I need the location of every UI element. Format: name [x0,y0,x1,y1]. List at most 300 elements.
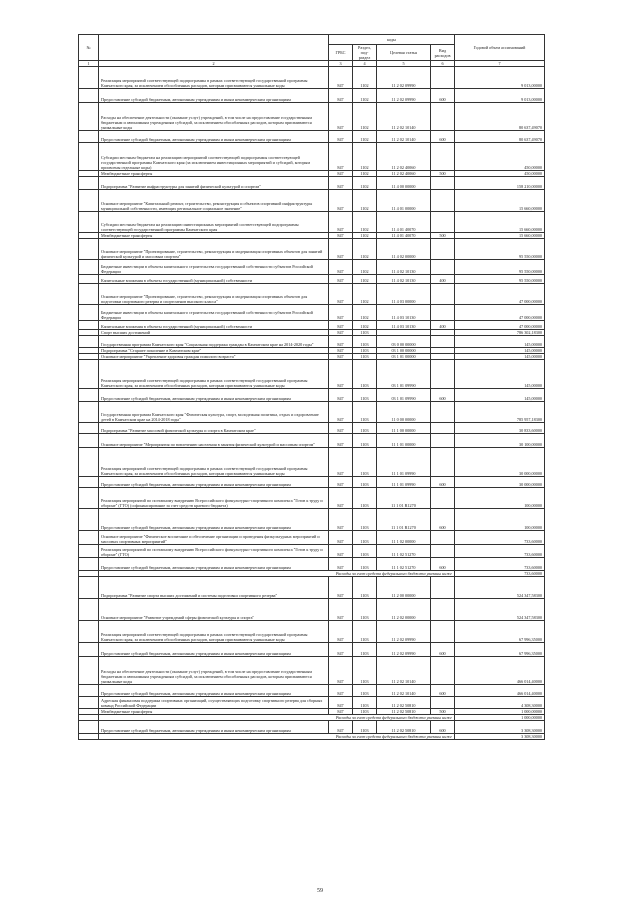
item-name: Предоставление субсидий бюджетным, автономным учреждениям и иным некоммерческим организациям [99,477,329,488]
vid-code: 600 [431,558,455,571]
table-row [79,177,545,190]
amount-cell: 80 637,49070 [455,103,545,131]
grbs-code: 847 [329,275,353,284]
row-num-cell [79,89,99,103]
table-row [79,402,545,423]
row-num-cell [79,336,99,348]
row-num-cell [79,621,99,643]
section-code: 1103 [353,657,377,685]
row-num-cell [79,402,99,423]
target-code: 11 1 01 09990 [377,477,431,488]
row-num-cell [79,685,99,697]
amount-cell: 95 550,00000 [455,260,545,275]
row-num-cell [79,389,99,402]
grbs-code: 847 [329,509,353,531]
target-code: 11 4 02 00000 [377,239,431,260]
target-code: 11 2 02 10140 [377,103,431,131]
item-name: Бюджетные инвестиции в объекты капитального строительства государственной собственности субъектов Российской Федерации [99,305,329,321]
amount-cell: 145,00000 [455,360,545,389]
vid-code [431,212,455,233]
item-name: Предоставление субсидий бюджетным, автономным учреждениям и иным некоммерческим организациям [99,643,329,657]
section-code: 1103 [353,389,377,402]
table-row [79,721,545,734]
row-num-cell [79,284,99,305]
item-name: Основное мероприятие "Проектирование, строительство, реконструкция и модернизация спортивных объектов для подготовки спортивного резерва и спортсменов высокого класса" [99,284,329,305]
target-code: 11 2 02 10140 [377,131,431,143]
col-number: 6 [431,61,455,67]
item-name: Реализация мероприятий соответствующей подпрограммы в рамках соответствующей государственной программы Камчатского края, за исключением обособленных расходов, которым присваиваются уникальные коды [99,621,329,643]
section-code: 1102 [353,190,377,212]
table-row [79,621,545,643]
grbs-code: 847 [329,434,353,448]
table-row [79,488,545,509]
row-num-cell [79,599,99,621]
item-name: Основное мероприятие "Капитальный ремонт, строительство, реконструкция и объектов спортивной инфраструктуры муниципальной собственности, имеющих региональное социальное значение" [99,190,329,212]
grbs-code: 847 [329,330,353,336]
amount-cell: 158 210,00000 [455,177,545,190]
section-code: 1102 [353,143,377,171]
target-code: 11 4 00 00000 [377,177,431,190]
table-row [79,305,545,321]
target-code: 11 4 03 00000 [377,284,431,305]
vid-code: 500 [431,709,455,715]
grbs-code: 847 [329,477,353,488]
table-row [79,360,545,389]
section-code: 1103 [353,434,377,448]
row-num-cell [79,177,99,190]
section-code: 1102 [353,284,377,305]
grbs-code: 847 [329,709,353,715]
amount-cell: 67 996,35000 [455,643,545,657]
target-code: 11 2 02 50810 [377,721,431,734]
item-name: Расходы на обеспечение деятельности (оказание услуг) учреждений, в том числе на предоставление государственным бюджетным и автономным учреждениям субсидий, за исключением обособленных расходов, которым присваиваются уникальные коды [99,103,329,131]
section-code: 1103 [353,402,377,423]
grbs-code: 847 [329,177,353,190]
col-header-target: Целевая статья [377,45,431,61]
grbs-code: 847 [329,284,353,305]
section-code: 1103 [353,336,377,348]
item-name: Подпрограмма "Развитие массовой физической культуры и спорта в Камчатском крае" [99,423,329,434]
vid-code: 400 [431,275,455,284]
section-code: 1103 [353,330,377,336]
section-code: 1103 [353,709,377,715]
target-code: 03 1 01 00000 [377,354,431,360]
grbs-code: 847 [329,448,353,477]
section-code: 1103 [353,697,377,709]
target-code: 11 4 01 00000 [377,190,431,212]
amount-cell: 733,60000 [455,545,545,558]
amount-cell: 466 014,40000 [455,657,545,685]
federal-note: Расходы за счет средств федерального бюджета указаны ниже [99,715,455,721]
amount-cell: 145,00000 [455,354,545,360]
row-num-cell [79,321,99,330]
item-name: Предоставление субсидий бюджетным, автономным учреждениям и иным некоммерческим организациям [99,509,329,531]
section-code: 1103 [353,477,377,488]
item-name: Реализация мероприятий по поэтапному внедрению Всероссийского физкультурно-спортивного комплекса "Готов к труду и обороне" (ГТО) (софинансирование за счет средств краевого бюджета) [99,488,329,509]
col-number: 2 [99,61,329,67]
amount-cell: 30 000,00000 [455,477,545,488]
item-name: Основное мероприятие "Проектирование, строительство, реконструкция и модернизация спортивных объектов для занятий физической культурой и массовым спортом" [99,239,329,260]
table-row [79,321,545,330]
grbs-code: 847 [329,103,353,131]
grbs-code: 847 [329,321,353,330]
section-code: 1102 [353,177,377,190]
amount-cell: 30 100,00000 [455,434,545,448]
table-row [79,577,545,599]
amount-cell: 145,00000 [455,389,545,402]
table-row [79,448,545,477]
vid-code [431,190,455,212]
vid-code [431,284,455,305]
table-row [79,643,545,657]
grbs-code: 847 [329,558,353,571]
amount-cell: 733,60000 [455,558,545,571]
section-code: 1103 [353,423,377,434]
amount-cell: 786 302,18300 [455,330,545,336]
section-code: 1102 [353,171,377,177]
section-code: 1102 [353,131,377,143]
section-code: 1103 [353,509,377,531]
item-name: Подпрограмма "Развитие спорта высших достижений и системы подготовки спортивного резерва" [99,577,329,599]
vid-code: 400 [431,321,455,330]
row-num-cell [79,190,99,212]
amount-cell: 524 347,58300 [455,577,545,599]
grbs-code: 847 [329,685,353,697]
vid-code: 600 [431,509,455,531]
target-code: 11 4 01 40070 [377,212,431,233]
item-name: Реализация мероприятий соответствующей подпрограммы в рамках соответствующей государственной программы Камчатского края, за исключением обособленных расходов, которым присваиваются уникальные коды [99,360,329,389]
target-code: 11 1 00 00000 [377,423,431,434]
vid-code [431,697,455,709]
section-code: 1103 [353,685,377,697]
table-row [79,131,545,143]
table-row [79,212,545,233]
grbs-code: 847 [329,488,353,509]
col-header-num: № [79,35,99,61]
grbs-code: 847 [329,577,353,599]
row-num-cell [79,577,99,599]
amount-cell: 80 637,49070 [455,131,545,143]
row-num-cell [79,488,99,509]
section-code: 1102 [353,103,377,131]
row-num-cell [79,423,99,434]
item-name: Основное мероприятие "Физическое воспитание и обеспечение организации и проведения физкультурных мероприятий и массовых спортивных мероприятий" [99,531,329,545]
grbs-code: 847 [329,67,353,89]
section-code: 1103 [353,531,377,545]
item-name: Межбюджетные трансферты [99,171,329,177]
amount-cell: 95 550,00000 [455,239,545,260]
target-code: 11 1 01 R1270 [377,488,431,509]
row-num-cell [79,697,99,709]
item-name: Предоставление субсидий бюджетным, автономным учреждениям и иным некоммерческим организациям [99,89,329,103]
row-num-cell [79,143,99,171]
vid-code: 600 [431,721,455,734]
table-row [79,89,545,103]
budget-table [78,34,545,740]
table-row [79,423,545,434]
vid-code [431,531,455,545]
item-name: Реализация мероприятий соответствующей подпрограммы в рамках соответствующей государственной программы Камчатского края, за исключением обособленных расходов, которым присваиваются уникальные коды [99,67,329,89]
table-row [79,509,545,531]
target-code: 03 1 01 09990 [377,389,431,402]
col-header-vid: Вид расходов [431,45,455,61]
col-number: 3 [329,61,353,67]
item-name: Предоставление субсидий бюджетным, автономным учреждениям и иным некоммерческим организациям [99,558,329,571]
col-header-grbs: ГРБС [329,45,353,61]
vid-code [431,143,455,171]
grbs-code: 847 [329,531,353,545]
grbs-code: 847 [329,621,353,643]
target-code: 11 2 02 40060 [377,171,431,177]
section-code: 1102 [353,89,377,103]
table-body [79,67,545,740]
federal-note: Расходы за счет средств федерального бюджета указаны ниже [99,734,455,740]
grbs-code: 847 [329,657,353,685]
amount-cell: 1 000,00000 [455,715,545,721]
grbs-code: 847 [329,643,353,657]
grbs-code: 847 [329,389,353,402]
grbs-code: 847 [329,212,353,233]
vid-code [431,434,455,448]
vid-code [431,657,455,685]
vid-code [431,448,455,477]
table-note-row [79,734,545,740]
item-name: Государственная программа Камчатского края "Физическая культура, спорт, молодежная политика, отдых и оздоровление детей в Камчатском крае на 2014-2018 годы" [99,402,329,423]
vid-code [431,577,455,599]
section-code: 1103 [353,599,377,621]
table-row [79,260,545,275]
item-name: Предоставление субсидий бюджетным, автономным учреждениям и иным некоммерческим организациям [99,721,329,734]
section-code: 1102 [353,275,377,284]
table-row [79,558,545,571]
vid-code [431,305,455,321]
section-code: 1103 [353,558,377,571]
table-row [79,336,545,348]
amount-cell: 733,60000 [455,531,545,545]
item-name: Предоставление субсидий бюджетным, автономным учреждениям и иным некоммерческим организациям [99,685,329,697]
amount-cell: 15 660,00000 [455,212,545,233]
table-row [79,143,545,171]
item-name: Предоставление субсидий бюджетным, автономным учреждениям и иным некоммерческим организациям [99,389,329,402]
target-code: 11 2 02 09990 [377,621,431,643]
item-name: Спорт высших достижений [99,330,329,336]
vid-code [431,103,455,131]
col-header-name [99,35,329,61]
col-header-section: Раздел, под-раздел [353,45,377,61]
target-code: 11 4 02 10130 [377,260,431,275]
row-num-cell [79,212,99,233]
grbs-code: 847 [329,599,353,621]
amount-cell: 1 000,00000 [455,709,545,715]
grbs-code: 847 [329,721,353,734]
vid-code: 600 [431,643,455,657]
item-name: Реализация мероприятий по поэтапному внедрению Всероссийского физкультурно-спортивного комплекса "Готов к труду и обороне" (ГТО) [99,545,329,558]
table-row [79,599,545,621]
grbs-code: 847 [329,260,353,275]
row-num-cell [79,434,99,448]
row-num-cell [79,545,99,558]
col-number: 1 [79,61,99,67]
target-code: 03 1 00 00000 [377,348,431,354]
grbs-code: 847 [329,402,353,423]
target-code: 11 2 02 10140 [377,657,431,685]
row-num-cell [79,275,99,284]
table-row [79,103,545,131]
row-num-cell [79,531,99,545]
target-code: 11 1 02 51270 [377,545,431,558]
amount-cell: 30 833,60000 [455,423,545,434]
amount-cell: 450,00000 [455,171,545,177]
row-num-cell [79,239,99,260]
vid-code: 600 [431,477,455,488]
amount-cell: 47 000,00000 [455,321,545,330]
section-code: 1103 [353,354,377,360]
item-name: Межбюджетные трансферты [99,709,329,715]
vid-code [431,360,455,389]
vid-code: 600 [431,389,455,402]
amount-cell: 524 347,58300 [455,599,545,621]
table-row [79,477,545,488]
table-row [79,657,545,685]
table-row [79,685,545,697]
section-code: 1103 [353,488,377,509]
item-name: Основное мероприятие "Развитие учреждений сферы физической культуры и спорта" [99,599,329,621]
row-num-cell [79,360,99,389]
item-name: Субсидии местным бюджетам на реализацию мероприятий соответствующей подпрограммы соответствующей государственной программы Камчатского края (за исключением инвестиционных мероприятий и субсидий, которым присвоены отдельные коды) [99,143,329,171]
col-header-codes: коды [329,35,455,45]
grbs-code: 847 [329,171,353,177]
vid-code [431,599,455,621]
grbs-code: 847 [329,348,353,354]
vid-code [431,545,455,558]
amount-cell: 30 000,00000 [455,448,545,477]
row-num-cell [79,721,99,734]
target-code: 11 1 01 R1270 [377,509,431,531]
grbs-code: 847 [329,89,353,103]
item-name: Реализация мероприятий соответствующей подпрограммы в рамках соответствующей государственной программы Камчатского края, за исключением обособленных расходов, которым присваиваются уникальные коды [99,448,329,477]
vid-code: 600 [431,89,455,103]
row-num-cell [79,103,99,131]
grbs-code: 847 [329,354,353,360]
col-number: 5 [377,61,431,67]
row-num-cell [79,477,99,488]
section-code: 1103 [353,721,377,734]
table-row [79,434,545,448]
table-row [79,239,545,260]
target-code: 11 4 01 40070 [377,233,431,239]
target-code: 11 2 02 50810 [377,709,431,715]
section-code: 1103 [353,545,377,558]
target-code: 11 2 02 09990 [377,67,431,89]
row-num-cell [79,260,99,275]
section-code: 1103 [353,448,377,477]
amount-cell: 145,00000 [455,336,545,348]
row-num-cell [79,643,99,657]
col-header-sum: Годовой объем ассигнований [455,35,545,61]
row-num-cell [79,448,99,477]
vid-code [431,621,455,643]
table-row [79,531,545,545]
row-num-cell [79,131,99,143]
grbs-code: 847 [329,423,353,434]
amount-cell: 4 308,30000 [455,697,545,709]
grbs-code: 847 [329,336,353,348]
section-code: 1103 [353,577,377,599]
target-code: 11 2 02 09990 [377,89,431,103]
amount-cell: 47 000,00000 [455,305,545,321]
amount-cell: 9 013,00000 [455,89,545,103]
vid-code [431,336,455,348]
item-name: Расходы на обеспечение деятельности (оказание услуг) учреждений, в том числе на предоставление государственным бюджетным и автономным учреждениям субсидий, за исключением обособленных расходов, которым присваиваются уникальные коды [99,657,329,685]
section-code: 1103 [353,643,377,657]
grbs-code: 847 [329,360,353,389]
target-code: 03 1 01 09990 [377,360,431,389]
amount-cell: 95 550,00000 [455,275,545,284]
target-code: 11 0 00 00000 [377,402,431,423]
target-code: 11 2 02 00000 [377,599,431,621]
target-code: 11 2 00 00000 [377,577,431,599]
grbs-code: 847 [329,697,353,709]
table-row [79,389,545,402]
target-code: 11 2 02 40060 [377,143,431,171]
target-code: 11 2 02 09990 [377,643,431,657]
vid-code: 500 [431,171,455,177]
grbs-code: 847 [329,545,353,558]
target-code: 11 4 03 10130 [377,321,431,330]
section-code: 1102 [353,305,377,321]
row-num-cell [79,67,99,89]
table-row [79,275,545,284]
section-code: 1102 [353,233,377,239]
target-code: 11 2 02 50810 [377,697,431,709]
target-code: 11 4 03 10130 [377,305,431,321]
vid-code [431,402,455,423]
amount-cell: 145,00000 [455,348,545,354]
target-code: 11 1 01 00000 [377,434,431,448]
amount-cell: 100,00000 [455,509,545,531]
amount-cell: 100,00000 [455,488,545,509]
section-code: 1103 [353,621,377,643]
section-code: 1102 [353,260,377,275]
target-code: 11 1 01 09990 [377,448,431,477]
table-row [79,545,545,558]
target-code: 11 1 02 00000 [377,531,431,545]
amount-cell: 450,00000 [455,143,545,171]
amount-cell: 733,60000 [455,571,545,577]
item-name: Капитальные вложения в объекты государственной (муниципальной) собственности [99,275,329,284]
vid-code [431,177,455,190]
item-name: Государственная программа Камчатского края "Социальная поддержка граждан в Камчатском крае на 2014-2020 годы" [99,336,329,348]
grbs-code: 847 [329,305,353,321]
federal-note: Расходы за счет средств федерального бюджета указаны ниже [99,571,455,577]
amount-cell: 3 308,30000 [455,721,545,734]
grbs-code: 847 [329,143,353,171]
amount-cell: 15 660,00000 [455,190,545,212]
section-code: 1103 [353,360,377,389]
col-number: 4 [353,61,377,67]
table-row [79,190,545,212]
row-num-cell [79,558,99,571]
vid-code [431,488,455,509]
vid-code [431,260,455,275]
section-code: 1102 [353,67,377,89]
row-num-cell [79,734,99,740]
grbs-code: 847 [329,190,353,212]
section-code: 1102 [353,239,377,260]
vid-code: 600 [431,685,455,697]
target-code: 03 0 00 00000 [377,336,431,348]
item-name: Предоставление субсидий бюджетным, автономным учреждениям и иным некоммерческим организациям [99,131,329,143]
